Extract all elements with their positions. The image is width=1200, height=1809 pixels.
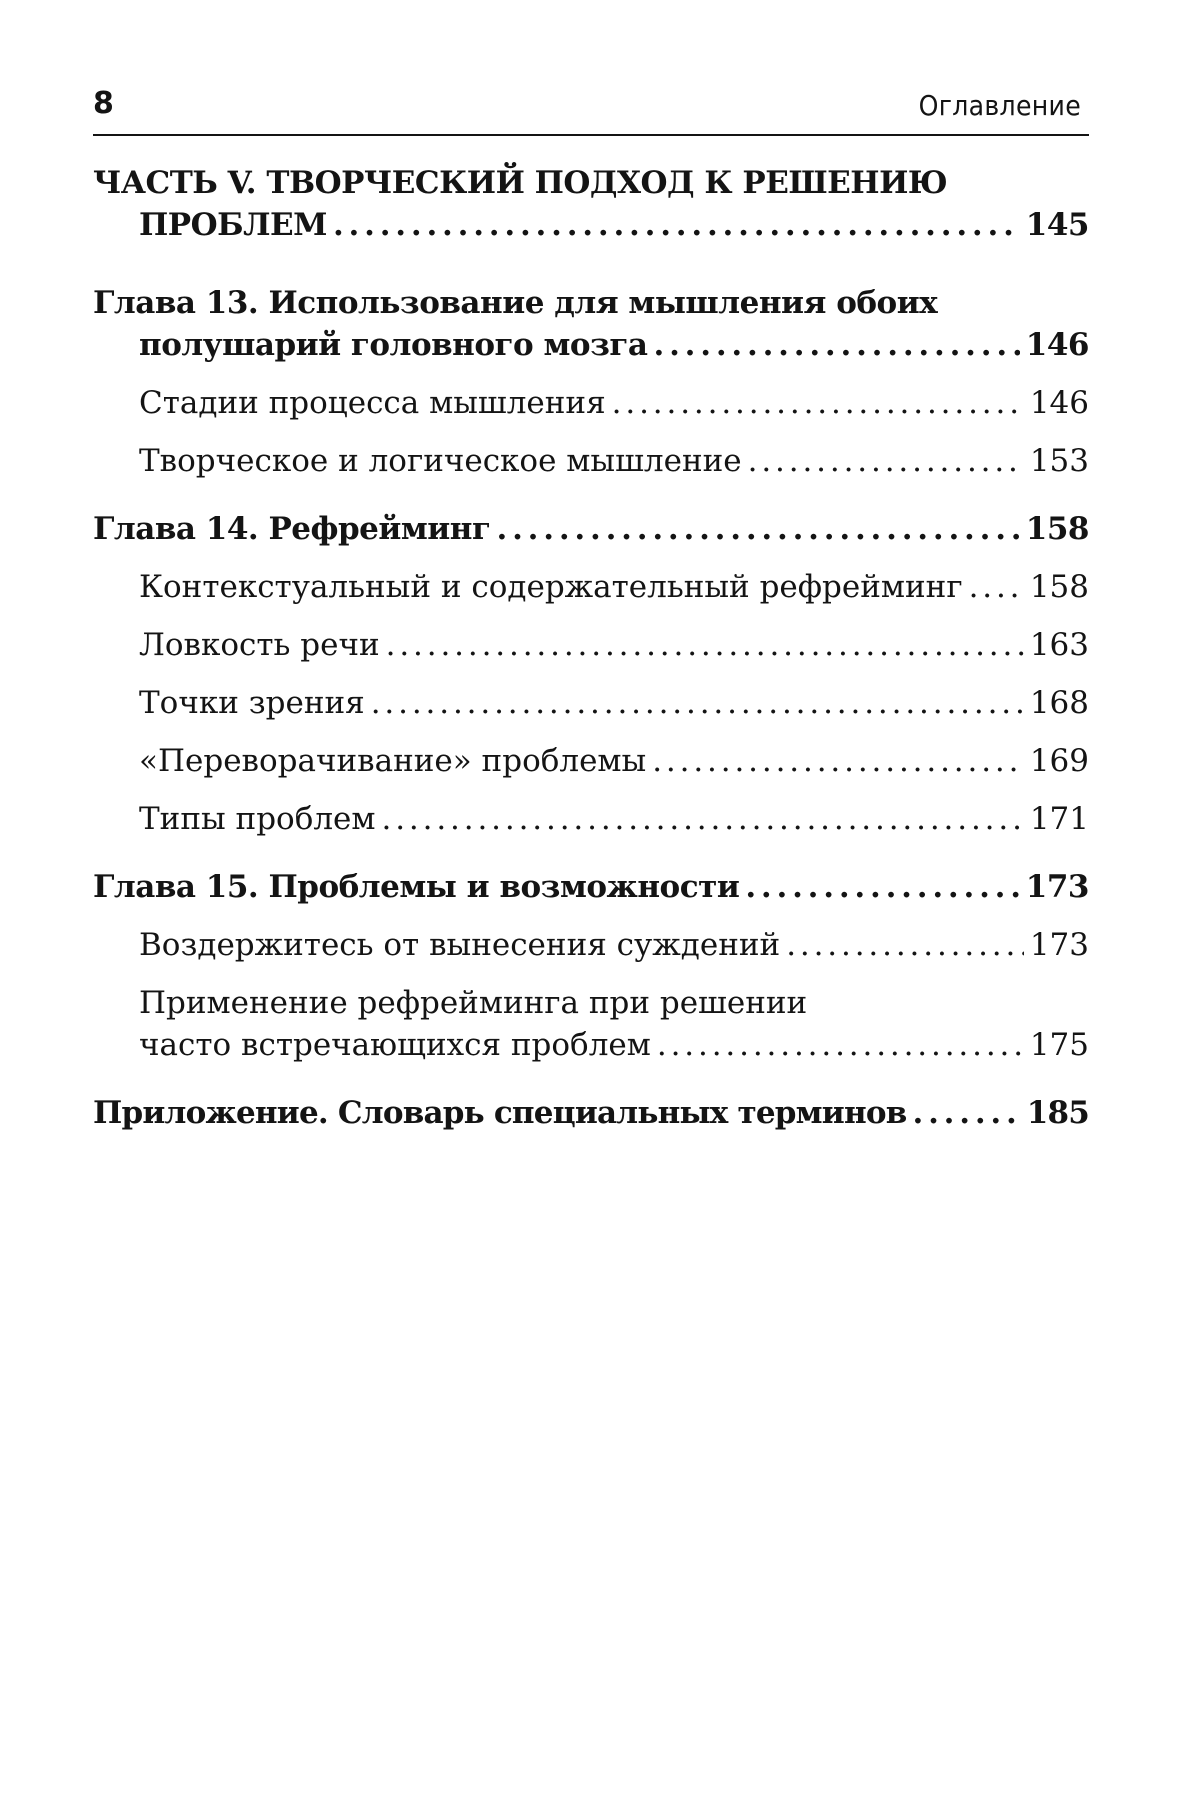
toc-entry-section[interactable] [93,924,1089,966]
dot-leader [333,204,1020,241]
toc-entry-title: Типы проблем [139,801,376,837]
toc-page-number: 163 [1029,627,1089,663]
toc-entry-part-5[interactable] [93,162,1089,246]
toc-page-number: 171 [1029,801,1089,837]
running-header [93,82,1089,136]
dot-leader [386,624,1024,661]
toc-page-number: 173 [1029,927,1089,963]
toc-page-number: 168 [1029,685,1089,721]
toc-entry-title-line1: Глава 13. Использование для мышления обоих [93,285,938,321]
toc-entry-title: Воздержитесь от вынесения суждений [139,927,781,963]
toc-entry-title: Ловкость речи [139,627,380,663]
toc-page-number: 169 [1029,743,1089,779]
dot-leader [612,382,1024,419]
dot-leader [496,508,1019,545]
toc-entry-title: Глава 14. Рефрейминг [93,511,491,547]
dot-leader [657,1024,1024,1061]
toc-entry-title: Творческое и логическое мышление [139,443,742,479]
toc-entry-section[interactable] [93,982,1089,1066]
toc-page-number: 173 [1025,869,1089,905]
toc-page-number: 153 [1029,443,1089,479]
toc-entry-appendix[interactable] [93,1092,1089,1134]
toc-entry-title: Точки зрения [139,685,365,721]
toc-entry-title: «Переворачивание» проблемы [139,743,647,779]
page-number: 8 [93,86,114,121]
toc-entry-title: Глава 15. Проблемы и возможности [93,869,740,905]
toc-entry-section[interactable] [93,682,1089,724]
toc-entry-title-line1: Применение рефрейминга при решении [139,985,808,1021]
toc-page-number: 158 [1029,569,1089,605]
toc-page-number: 158 [1025,511,1089,547]
toc-entry-section[interactable] [93,382,1089,424]
toc-entry-section[interactable] [93,566,1089,608]
toc-entry-title-line1: ЧАСТЬ V. ТВОРЧЕСКИЙ ПОДХОД К РЕШЕНИЮ [93,165,948,201]
dot-leader [969,566,1024,603]
table-of-contents [93,162,1089,1134]
toc-entry-title-line2: часто встречающихся проблем [139,1027,651,1063]
toc-entry-section[interactable] [93,740,1089,782]
dot-leader [745,866,1019,903]
dot-leader [652,740,1024,777]
dot-leader [382,798,1024,835]
toc-entry-title-line2: ПРОБЛЕМ [139,207,327,243]
toc-page-number: 185 [1026,1095,1089,1131]
toc-page-number: 146 [1029,385,1089,421]
toc-page-number: 146 [1025,327,1089,363]
toc-entry-title: Контекстуальный и содержательный рефрейминг [139,569,963,605]
running-title: Оглавление [918,89,1081,122]
toc-page-number: 175 [1029,1027,1089,1063]
toc-page-number: 145 [1025,207,1089,243]
toc-entry-chapter-13[interactable] [93,282,1089,366]
toc-entry-title-line2: полушарий головного мозга [139,327,648,363]
toc-entry-section[interactable] [93,798,1089,840]
dot-leader [786,924,1024,961]
toc-entry-section[interactable] [93,624,1089,666]
dot-leader [371,682,1024,719]
dot-leader [748,440,1024,477]
toc-entry-title: Приложение. Словарь специальных терминов [93,1095,907,1131]
toc-entry-section[interactable] [93,440,1089,482]
toc-entry-title: Стадии процесса мышления [139,385,606,421]
toc-entry-chapter-15[interactable] [93,866,1089,908]
dot-leader [653,324,1019,361]
toc-entry-chapter-14[interactable] [93,508,1089,550]
dot-leader [912,1092,1020,1129]
